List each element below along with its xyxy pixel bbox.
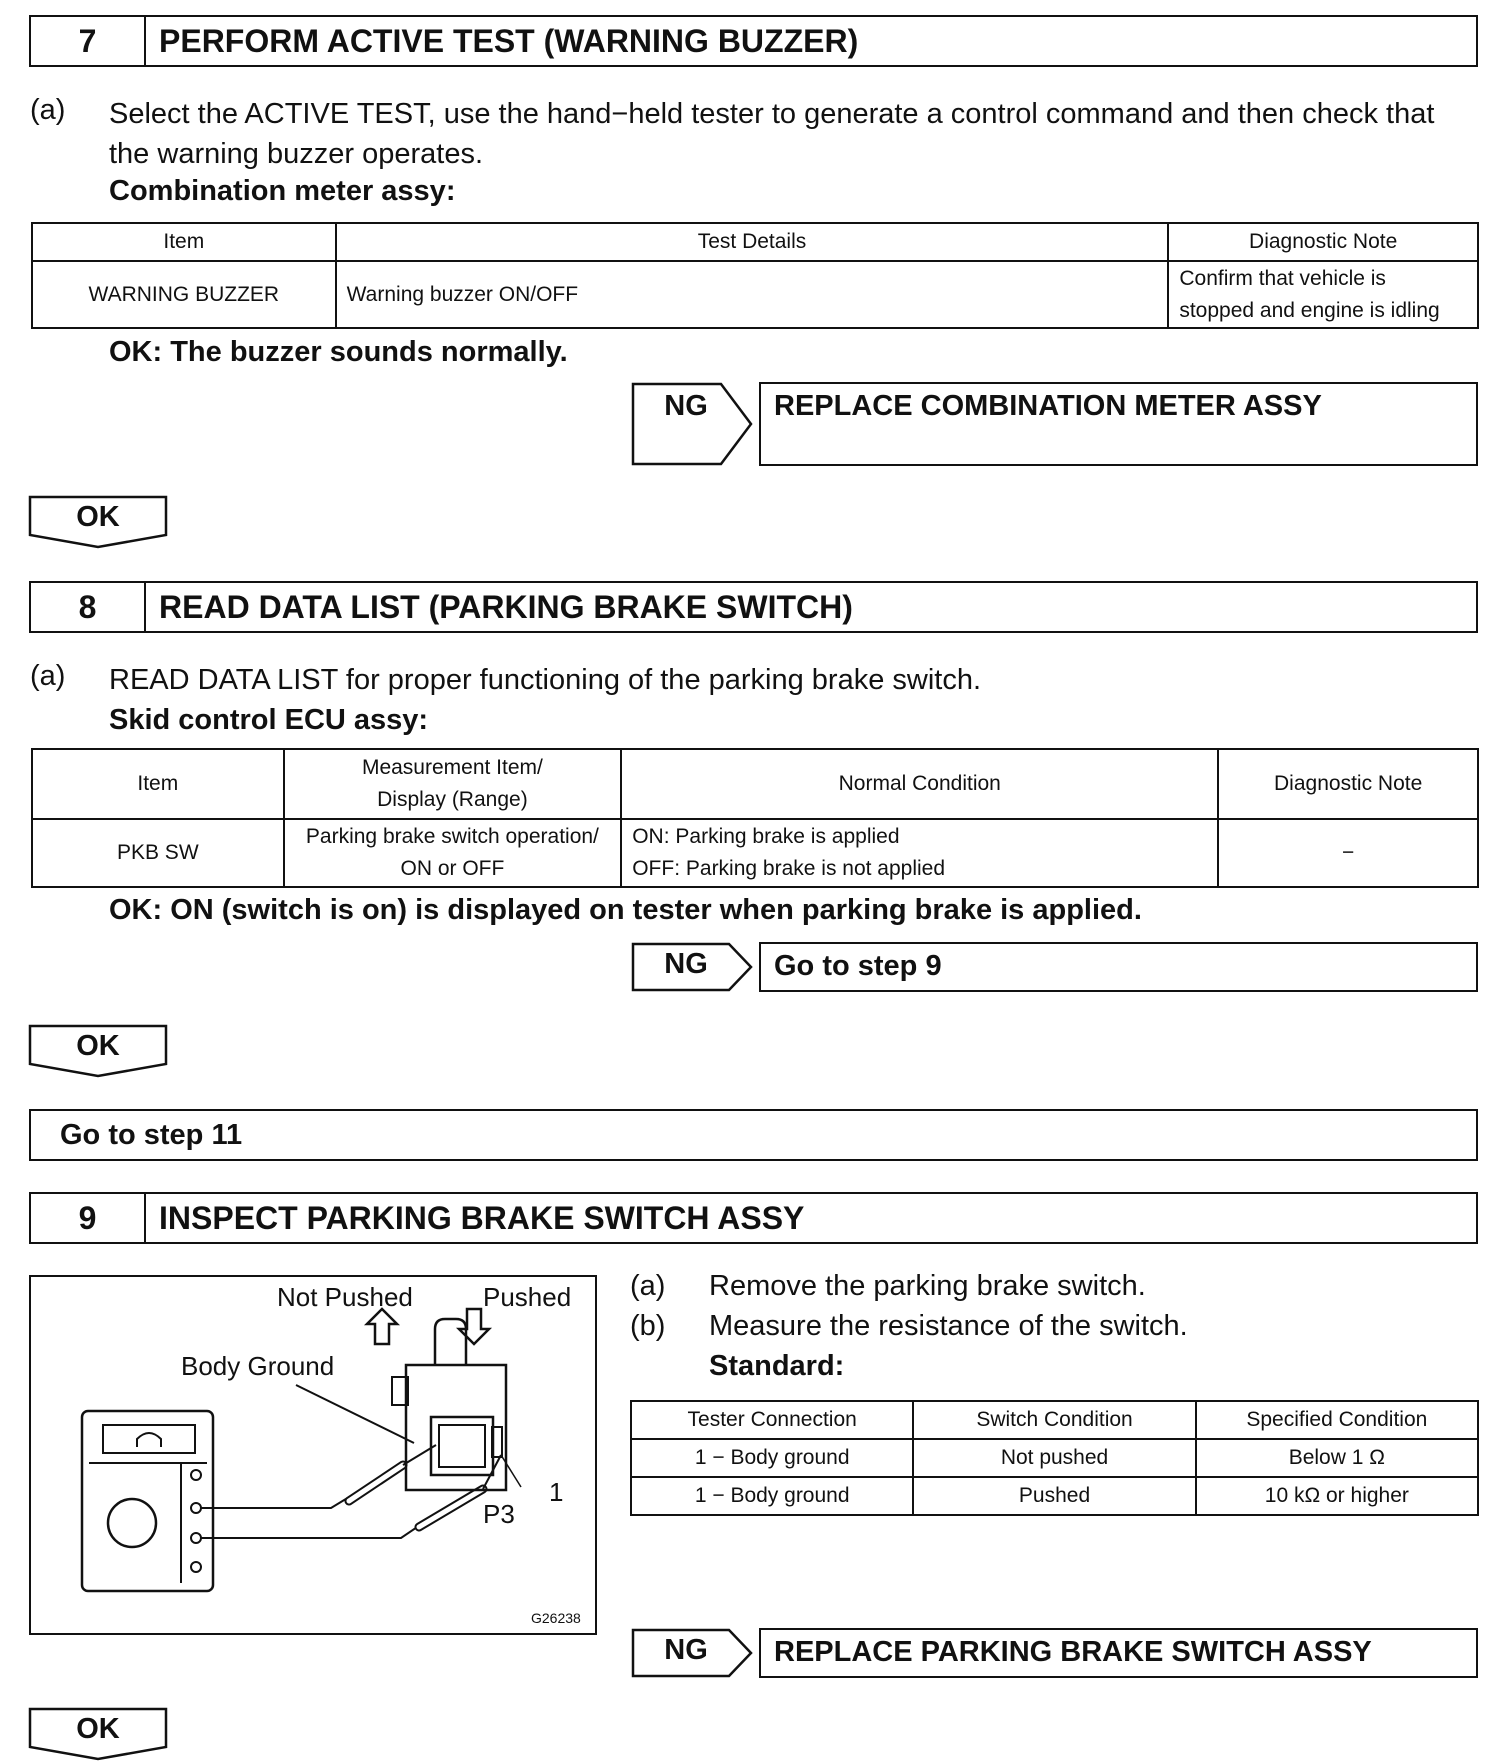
resistance-standard-table bbox=[630, 1400, 1479, 1516]
table-header: Item bbox=[32, 749, 284, 819]
table-cell: Warning buzzer ON/OFF bbox=[336, 261, 1169, 328]
paragraph-label: (b) bbox=[630, 1310, 666, 1342]
diagnostic-note-line: stopped and engine is idling bbox=[1179, 298, 1440, 322]
header-line: Measurement Item/ bbox=[361, 756, 543, 779]
step-9-header bbox=[29, 1192, 1478, 1244]
paragraph-text: Remove the parking brake switch. bbox=[709, 1270, 1146, 1302]
ng-label: NG bbox=[664, 390, 708, 422]
step-number: 7 bbox=[31, 17, 146, 65]
step-number: 9 bbox=[31, 1194, 146, 1242]
table-header: Switch Condition bbox=[913, 1401, 1195, 1439]
step-8-header bbox=[29, 581, 1478, 633]
ok-label: OK bbox=[76, 1713, 120, 1745]
table-row bbox=[631, 1477, 1478, 1515]
ng-label: NG bbox=[664, 948, 708, 980]
not-pushed-label: Not Pushed bbox=[277, 1282, 413, 1312]
table-header: Diagnostic Note bbox=[1168, 223, 1478, 261]
step-title: INSPECT PARKING BRAKE SWITCH ASSY bbox=[159, 1199, 805, 1236]
table-cell bbox=[284, 819, 622, 887]
table-cell: 1 − Body ground bbox=[631, 1477, 913, 1515]
table-cell: Below 1 Ω bbox=[1196, 1439, 1478, 1477]
ng-result: REPLACE COMBINATION METER ASSY bbox=[759, 382, 1478, 466]
table-header: Item bbox=[32, 223, 336, 261]
table-row bbox=[631, 1439, 1478, 1477]
ng-branch bbox=[631, 942, 1479, 992]
pushed-label: Pushed bbox=[483, 1282, 572, 1312]
table-header: Specified Condition bbox=[1196, 1401, 1478, 1439]
step-number: 8 bbox=[31, 583, 146, 631]
ok-tab bbox=[28, 1024, 168, 1078]
subheading: Skid control ECU assy: bbox=[109, 704, 429, 736]
table-cell: − bbox=[1218, 819, 1478, 887]
table-cell bbox=[621, 819, 1218, 887]
ng-branch bbox=[631, 382, 1479, 466]
ng-result: REPLACE PARKING BRAKE SWITCH ASSY bbox=[759, 1628, 1478, 1678]
table-header: Tester Connection bbox=[631, 1401, 913, 1439]
header-line: Display (Range) bbox=[377, 788, 528, 811]
data-list-table bbox=[31, 748, 1479, 888]
table-cell: Pushed bbox=[913, 1477, 1195, 1515]
table-header: Normal Condition bbox=[621, 749, 1218, 819]
terminal-label: 1 bbox=[549, 1477, 564, 1507]
connector-label: P3 bbox=[483, 1499, 515, 1529]
cell-line: ON or OFF bbox=[400, 857, 505, 880]
goto-step-box: Go to step 11 bbox=[29, 1109, 1478, 1161]
body-ground-label: Body Ground bbox=[181, 1351, 335, 1381]
ok-statement: OK: ON (switch is on) is displayed on tester when parking brake is applied. bbox=[109, 894, 1142, 926]
subheading: Standard: bbox=[709, 1350, 845, 1382]
table-cell: PKB SW bbox=[32, 819, 284, 887]
paragraph-label: (a) bbox=[30, 660, 66, 692]
table-header: Diagnostic Note bbox=[1218, 749, 1478, 819]
table-cell: WARNING BUZZER bbox=[32, 261, 336, 328]
ok-label: OK bbox=[76, 501, 120, 533]
ok-label: OK bbox=[76, 1030, 120, 1062]
paragraph-label: (a) bbox=[630, 1270, 666, 1302]
paragraph-text: Select the ACTIVE TEST, use the hand−held tester to generate a control command and then check that the warning buzzer operates. bbox=[109, 98, 1435, 170]
step-7-header bbox=[29, 15, 1478, 67]
table-cell: 1 − Body ground bbox=[631, 1439, 913, 1477]
table-cell: Not pushed bbox=[913, 1439, 1195, 1477]
ng-result: Go to step 9 bbox=[759, 942, 1478, 992]
diagnostic-note-line: Confirm that vehicle is bbox=[1179, 266, 1386, 290]
ng-branch bbox=[631, 1628, 1479, 1678]
step-title: READ DATA LIST (PARKING BRAKE SWITCH) bbox=[159, 588, 853, 625]
step-title: PERFORM ACTIVE TEST (WARNING BUZZER) bbox=[159, 22, 859, 59]
active-test-table bbox=[31, 222, 1479, 329]
table-cell bbox=[1168, 261, 1478, 328]
switch-measurement-diagram bbox=[29, 1275, 597, 1635]
table-header bbox=[284, 749, 622, 819]
paragraph-text: Measure the resistance of the switch. bbox=[709, 1310, 1188, 1342]
ok-statement: OK: The buzzer sounds normally. bbox=[109, 336, 568, 368]
cell-line: OFF: Parking brake is not applied bbox=[632, 857, 946, 880]
cell-line: ON: Parking brake is applied bbox=[632, 825, 900, 848]
cell-line: Parking brake switch operation/ bbox=[305, 825, 599, 848]
ng-label: NG bbox=[664, 1634, 708, 1666]
table-header: Test Details bbox=[336, 223, 1169, 261]
ok-tab bbox=[28, 1707, 168, 1761]
ok-tab bbox=[28, 495, 168, 549]
ohmmeter-wiring-illustration bbox=[31, 1277, 599, 1637]
figure-id: G26238 bbox=[531, 1610, 581, 1626]
subheading: Combination meter assy: bbox=[109, 175, 456, 207]
table-cell: 10 kΩ or higher bbox=[1196, 1477, 1478, 1515]
paragraph-label: (a) bbox=[30, 94, 66, 126]
paragraph-text: READ DATA LIST for proper functioning of the parking brake switch. bbox=[109, 664, 982, 696]
